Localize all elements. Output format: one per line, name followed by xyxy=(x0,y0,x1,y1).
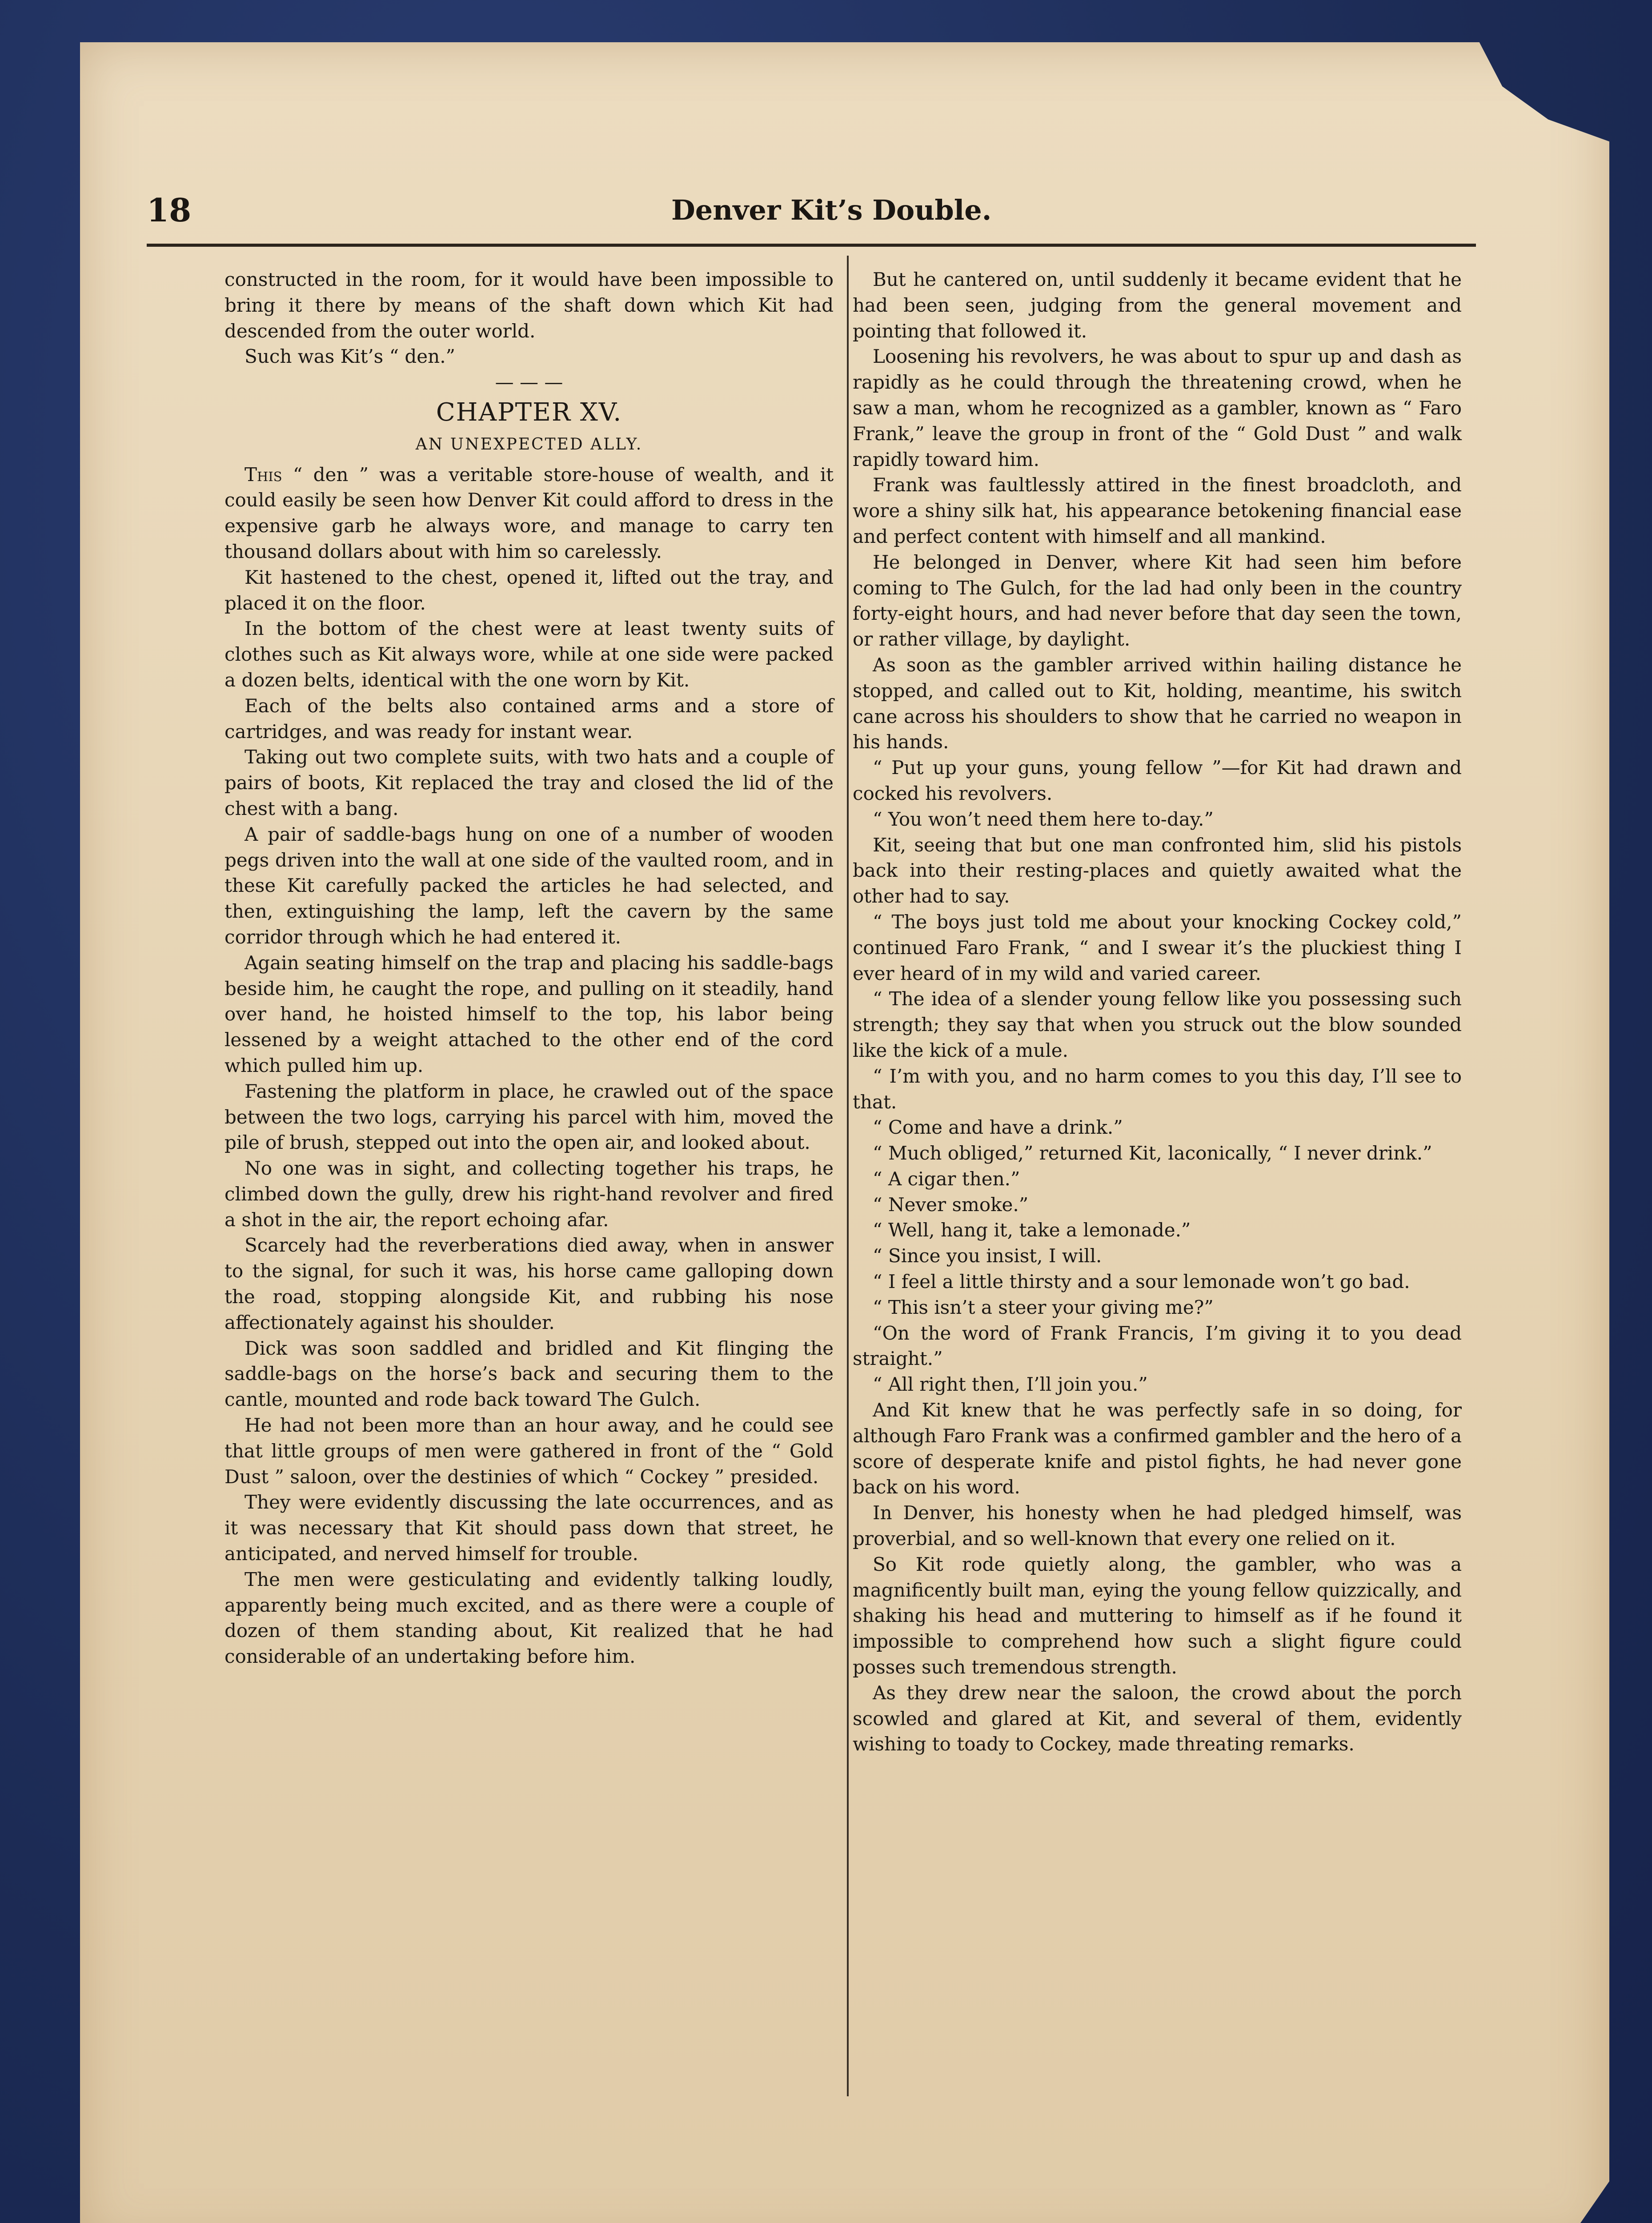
paragraph: Scarcely had the reverberations died away, when in answer to the signal, for such it was, his horse came galloping down the road, stopping alongside Kit, and rubbing his nose affectionately against his shoulder. xyxy=(225,1234,834,1333)
page-header xyxy=(147,191,1476,231)
lead-word: This xyxy=(245,463,282,486)
paragraph: “ I’m with you, and no harm comes to you this day, I’ll see to that. xyxy=(853,1065,1462,1113)
paragraph: A pair of saddle-bags hung on one of a number of wooden pegs driven into the wall at one side of the vaulted room, and in these Kit carefully packed the articles he had selected, and then, extinguishing the lamp, left the cavern by the same corridor through which he had entered it. xyxy=(225,823,834,948)
right-column xyxy=(853,267,1462,1757)
paragraph: constructed in the room, for it would have been impossible to bring it there by means of the shaft down which Kit had descended from the outer world. xyxy=(225,269,834,342)
paragraph: Loosening his revolvers, he was about to spur up and dash as rapidly as he could through the threatening crowd, when he saw a man, whom he recognized as a gambler, known as “ Faro Frank,” leave the group in front of the “ Gold Dust ” and walk rapidly toward him. xyxy=(853,345,1462,470)
paragraph: “ Come and have a drink.” xyxy=(873,1116,1123,1139)
paragraph: Frank was faultlessly attired in the finest broadcloth, and wore a shiny silk hat, his appearance betokening financial ease and perfect content with himself and all mankind. xyxy=(853,474,1462,547)
paragraph: But he cantered on, until suddenly it became evident that he had been seen, judging from the general movement and pointing that followed it. xyxy=(853,269,1462,342)
paragraph: “ The boys just told me about your knocking Cockey cold,” continued Faro Frank, “ and I swear it’s the pluckiest thing I ever heard of in my wild and varied career. xyxy=(853,911,1462,984)
paragraph xyxy=(225,462,834,565)
column-divider xyxy=(847,256,849,2096)
paragraph: “ This isn’t a steer your giving me?” xyxy=(873,1296,1214,1318)
paragraph: “ A cigar then.” xyxy=(873,1168,1020,1190)
paragraph: Kit hastened to the chest, opened it, lifted out the tray, and placed it on the floor. xyxy=(225,566,834,614)
paragraph: “ I feel a little thirsty and a sour lemonade won’t go bad. xyxy=(873,1271,1410,1293)
paragraph: Again seating himself on the trap and placing his saddle-bags beside him, he caught the rope, and pulling on it steadily, hand over hand, he hoisted himself to the top, his labor being lessened by a weight attached to the other end of the cord which pulled him up. xyxy=(225,951,834,1076)
paragraph: Each of the belts also contained arms and a store of cartridges, and was ready for instant wear. xyxy=(225,694,834,742)
paragraph: Dick was soon saddled and bridled and Kit flinging the saddle-bags on the horse’s back and securing them to the cantle, mounted and rode back toward The Gulch. xyxy=(225,1337,834,1411)
paragraph: As they drew near the saloon, the crowd about the porch scowled and glared at Kit, and several of them, evidently wishing to toady to Cockey, made threating remarks. xyxy=(853,1681,1462,1755)
paragraph: Taking out two complete suits, with two hats and a couple of pairs of boots, Kit replaced the tray and closed the lid of the chest with a bang. xyxy=(225,746,834,819)
paragraph: No one was in sight, and collecting together his traps, he climbed down the gully, drew his right-hand revolver and fired a shot in the air, the report echoing afar. xyxy=(225,1157,834,1231)
section-separator: — — — xyxy=(495,371,563,393)
paragraph: The men were gesticulating and evidently talking loudly, apparently being much excited, and as there were a couple of dozen of them standing about, Kit realized that he had considerable of an undertaking before him. xyxy=(225,1568,834,1668)
paragraph: “ Much obliged,” returned Kit, laconically, “ I never drink.” xyxy=(873,1142,1432,1164)
paragraph: Fastening the platform in place, he crawled out of the space between the two logs, carrying his parcel with him, moved the pile of brush, stepped out into the open air, and looked about. xyxy=(225,1080,834,1154)
page-number: 18 xyxy=(147,191,192,229)
paragraph: As soon as the gambler arrived within hailing distance he stopped, and called out to Kit, holding, meantime, his switch cane across his shoulders to show that he carried no weapon in his hands. xyxy=(853,654,1462,753)
paragraph: “ Well, hang it, take a lemonade.” xyxy=(873,1219,1191,1241)
paragraph: And Kit knew that he was perfectly safe in so doing, for although Faro Frank was a confirmed gambler and the hero of a score of desperate knife and pistol fights, he had never gone back on his word. xyxy=(853,1399,1462,1498)
paragraph: “ All right then, I’ll join you.” xyxy=(873,1373,1148,1396)
paragraph: “ You won’t need them here to-day.” xyxy=(873,808,1214,830)
paragraph: “ Never smoke.” xyxy=(873,1193,1029,1216)
paragraph: In Denver, his honesty when he had pledged himself, was proverbial, and so well-known that every one relied on it. xyxy=(853,1502,1462,1550)
paragraph: He belonged in Denver, where Kit had seen him before coming to The Gulch, for the lad had only been in the country forty-eight hours, and had never before that day seen the town, or rather village, by daylight. xyxy=(853,551,1462,650)
chapter-heading: CHAPTER XV. xyxy=(436,397,622,427)
paragraph: “ The idea of a slender young fellow like you possessing such strength; they say that when you struck out the blow sounded like the kick of a mule. xyxy=(853,988,1462,1061)
header-rule xyxy=(147,244,1476,247)
paragraph: In the bottom of the chest were at least twenty suits of clothes such as Kit always wore, while at one side were packed a dozen belts, identical with the one worn by Kit. xyxy=(225,618,834,691)
paragraph: “On the word of Frank Francis, I’m giving it to you dead straight.” xyxy=(853,1322,1462,1370)
running-head: Denver Kit’s Double. xyxy=(671,194,992,226)
paragraph: “ Put up your guns, young fellow ”—for Kit had drawn and cocked his revolvers. xyxy=(853,757,1462,804)
chapter-subtitle: AN UNEXPECTED ALLY. xyxy=(415,435,643,453)
paragraph: He had not been more than an hour away, and he could see that little groups of men were gathered in front of the “ Gold Dust ” saloon, over the destinies of which “ Cockey ” presided. xyxy=(225,1414,834,1488)
left-column xyxy=(225,267,834,1669)
paragraph: They were evidently discussing the late occurrences, and as it was necessary that Kit should pass down that street, he anticipated, and nerved himself for trouble. xyxy=(225,1491,834,1565)
paragraph: So Kit rode quietly along, the gambler, who was a magnificently built man, eying the young fellow quizzically, and shaking his head and muttering to himself as if he found it impossible to comprehend how such a slight figure could posses such tremendous strength. xyxy=(853,1553,1462,1678)
paragraph-text: “ den ” was a veritable store-house of wealth, and it could easily be seen how Denver Kit could afford to dress in the expensive garb he always wore, and manage to carry ten thousand dollars about with him so carelessly. xyxy=(225,463,834,562)
paragraph: Kit, seeing that but one man confronted him, slid his pistols back into their resting-places and quietly awaited what the other had to say. xyxy=(853,834,1462,907)
paragraph: Such was Kit’s “ den.” xyxy=(245,345,456,368)
paragraph: “ Since you insist, I will. xyxy=(873,1245,1102,1267)
